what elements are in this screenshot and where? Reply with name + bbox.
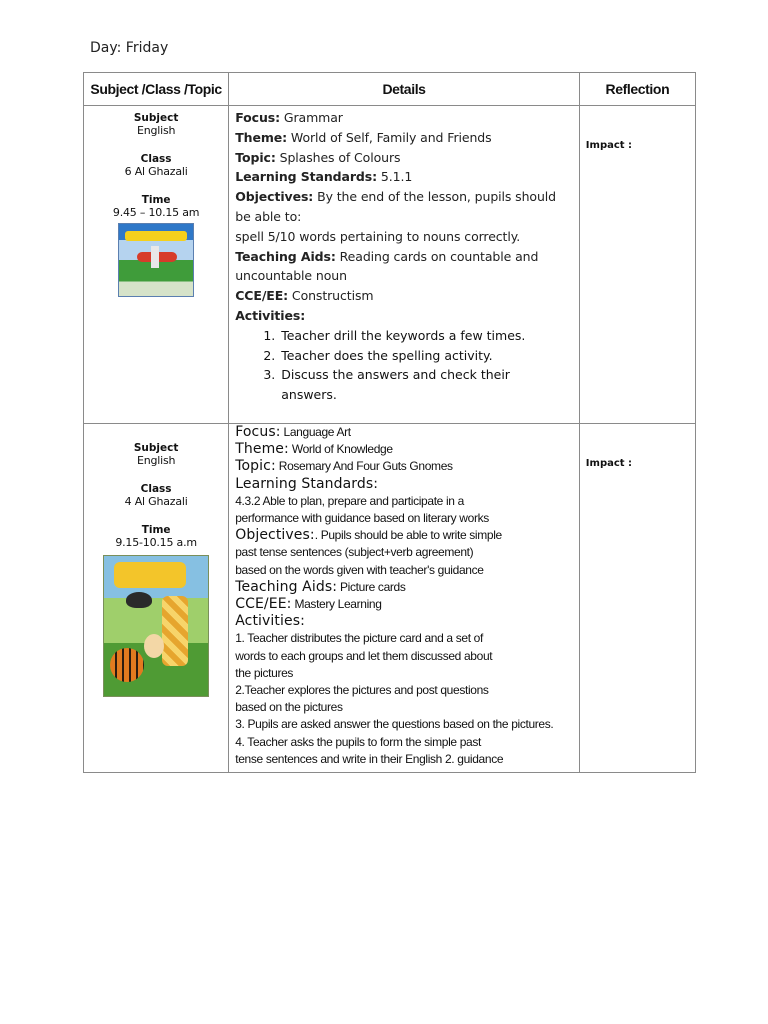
- class-value: 4 Al Ghazali: [124, 495, 188, 508]
- objectives-line-3: based on the words given with teacher's guidance: [235, 562, 484, 577]
- subject-value: English: [136, 454, 176, 467]
- list-item: based on the pictures: [235, 700, 343, 715]
- theme-value: World of Self, Family and Friends: [287, 129, 492, 145]
- list-item: 4. Teacher asks the pupils to form the simple past: [235, 734, 481, 749]
- theme-label: Theme:: [235, 441, 289, 458]
- subject-label: Subject: [133, 442, 179, 454]
- header-subject-class-topic: Subject /Class /Topic: [84, 73, 229, 106]
- teaching-aids-label: Teaching Aids:: [235, 248, 336, 264]
- learning-standards-value: 5.1.1: [377, 169, 413, 185]
- activities-list: [235, 326, 573, 405]
- cce-label: CCE/EE:: [235, 288, 289, 304]
- teaching-aids-label: Teaching Aids:: [235, 578, 338, 595]
- topic-label: Topic:: [235, 149, 276, 165]
- cce-label: CCE/EE:: [235, 596, 292, 613]
- objectives-label: Objectives:: [235, 527, 315, 544]
- activities-label: Activities:: [235, 613, 305, 630]
- subject-value: English: [136, 124, 176, 137]
- class-label: Class: [140, 153, 172, 165]
- time-value: 9.15-10.15 a.m: [115, 536, 197, 549]
- focus-value: Grammar: [280, 110, 343, 125]
- cce-value: Mastery Learning: [291, 597, 382, 612]
- list-item: 3. Pupils are asked answer the questions based on the pictures.: [235, 717, 554, 732]
- class-value: 6 Al Ghazali: [124, 165, 188, 178]
- teaching-aids-line-2: uncountable noun: [235, 268, 347, 284]
- teaching-aids-value: Picture cards: [337, 579, 406, 594]
- objectives-line-2: past tense sentences (subject+verb agreement): [235, 545, 474, 560]
- focus-label: Focus:: [235, 424, 281, 440]
- class-label: Class: [140, 483, 172, 495]
- cce-value: Constructism: [288, 288, 374, 304]
- impact-label: Impact :: [585, 140, 633, 151]
- list-item: 2. Teacher does the spelling activity.: [279, 346, 573, 366]
- objectives-line-1: By the end of the lesson, pupils should: [313, 189, 556, 205]
- topic-value: Rosemary And Four Guts Gnomes: [275, 459, 453, 474]
- table-header-row: [84, 73, 696, 106]
- header-details: Details: [229, 73, 580, 106]
- subject-class-cell: [84, 106, 229, 424]
- list-item: 1. Teacher distributes the picture card and a set of: [235, 631, 483, 646]
- objectives-line-1: . Pupils should be able to write simple: [314, 528, 502, 543]
- list-item: 2.Teacher explores the pictures and post questions: [235, 683, 489, 698]
- reflection-cell: [579, 106, 695, 424]
- theme-label: Theme:: [235, 129, 288, 145]
- teaching-aids-line-1: Reading cards on countable and: [335, 248, 539, 264]
- time-value: 9.45 – 10.15 am: [112, 206, 200, 219]
- textbook-cover-image: [103, 555, 209, 697]
- day-heading: Day: Friday: [90, 40, 169, 56]
- learning-standards-line-1: 4.3.2 Able to plan, prepare and participate in a: [235, 493, 464, 508]
- time-label: Time: [141, 194, 171, 206]
- objectives-line-3: spell 5/10 words pertaining to nouns correctly.: [235, 228, 521, 244]
- focus-label: Focus:: [235, 110, 281, 125]
- list-item: 1. Teacher drill the keywords a few times.: [279, 326, 573, 346]
- textbook-cover-image: [118, 223, 194, 297]
- objectives-line-2: be able to:: [235, 208, 302, 224]
- activities-label: Activities:: [235, 307, 306, 323]
- theme-value: World of Knowledge: [288, 442, 393, 457]
- table-row: [84, 106, 696, 424]
- objectives-label: Objectives:: [235, 189, 314, 205]
- details-cell: [229, 424, 580, 773]
- learning-standards-line-2: performance with guidance based on literary works: [235, 511, 489, 526]
- time-label: Time: [141, 524, 171, 536]
- list-item: tense sentences and write in their English 2. guidance: [235, 751, 504, 766]
- list-item: words to each groups and let them discussed about: [235, 648, 493, 663]
- learning-standards-label: Learning Standards:: [235, 475, 379, 492]
- lesson-plan-table: [83, 72, 696, 773]
- impact-label: Impact :: [585, 458, 633, 469]
- focus-value: Language Art: [280, 425, 351, 439]
- learning-standards-label: Learning Standards:: [235, 169, 378, 185]
- reflection-cell: [579, 424, 695, 773]
- list-item: 3. Discuss the answers and check their answers.: [279, 365, 521, 405]
- topic-value: Splashes of Colours: [275, 149, 401, 165]
- list-item: the pictures: [235, 665, 294, 680]
- subject-class-cell: [84, 424, 229, 773]
- details-cell: [229, 106, 580, 424]
- subject-label: Subject: [133, 112, 179, 124]
- header-reflection: Reflection: [579, 73, 695, 106]
- table-row: [84, 424, 696, 773]
- topic-label: Topic:: [235, 458, 276, 475]
